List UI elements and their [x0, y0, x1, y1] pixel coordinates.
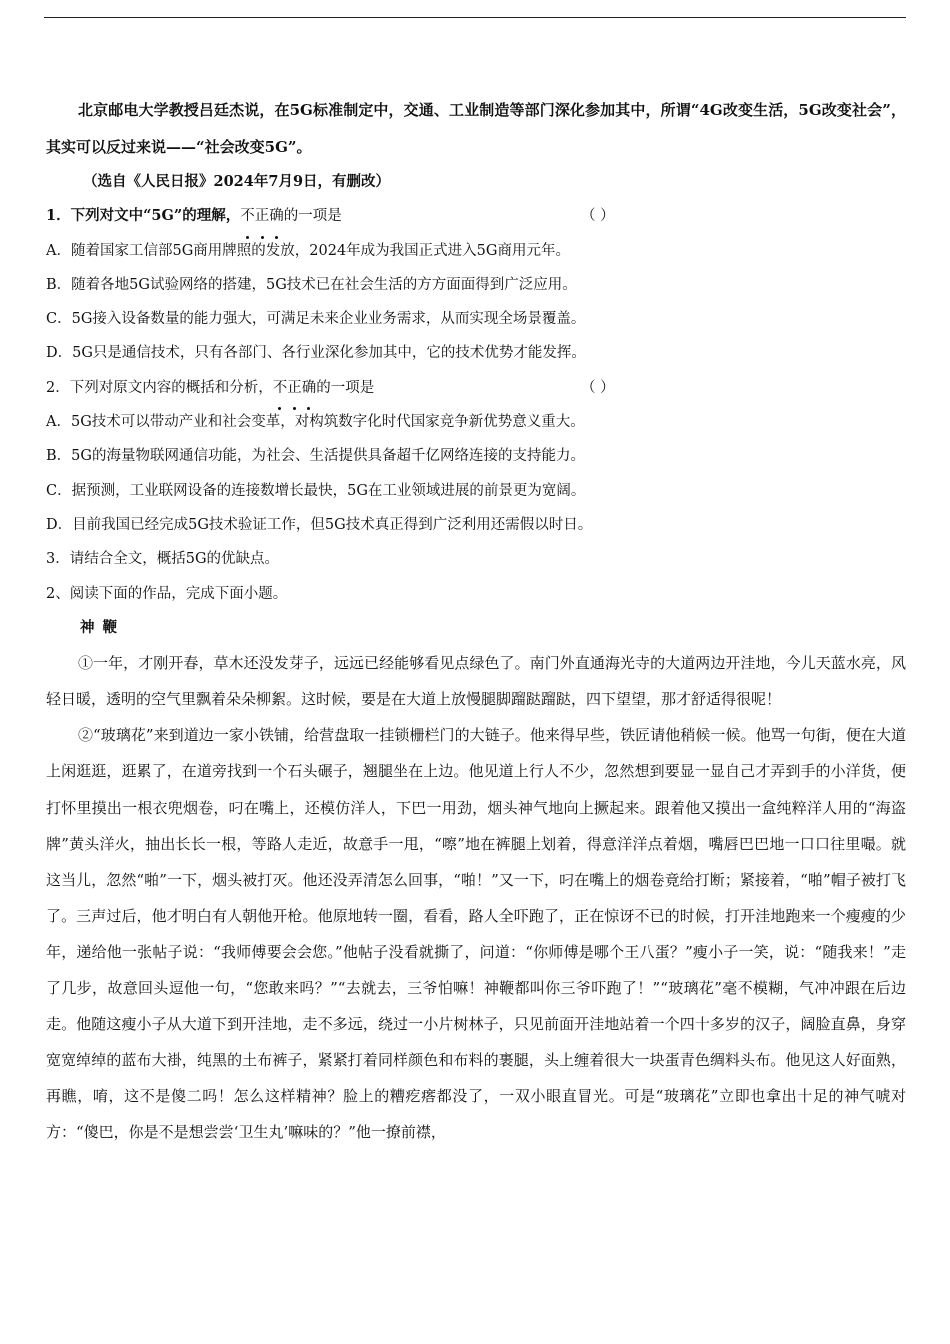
emphasis-char: 确 [269, 199, 284, 233]
q2-emphasis [273, 371, 317, 405]
emphasis-char: 正 [255, 199, 270, 233]
source-citation: （选自《人民日报》2024年7月9日，有删改） [83, 173, 391, 190]
q1-option-d: D．5G只是通信技术，只有各部门、各行业深化参加其中，它的技术优势才能发挥。 [46, 345, 586, 362]
emphasis-char: 确 [302, 371, 317, 405]
q2-option-c: C．据预测，工业联网设备的连接数增长最快，5G在工业领域进展的前景更为宽阔。 [46, 482, 586, 499]
q2-option-d: D．目前我国已经完成5G技术验证工作，但5G技术真正得到广泛利用还需假以时日。 [46, 516, 593, 533]
q2-option-a: A．5G技术可以带动产业和社会变革，对构筑数字化时代国家竞争新优势意义重大。 [46, 414, 585, 431]
q1-prefix: 1．下列对文中“5G”的理解， [46, 207, 241, 225]
q1-option-c: C．5G接入设备数量的能力强大，可满足未来企业业务需求，从而实现全场景覆盖。 [46, 311, 586, 328]
q2-answer-blank: （ ） [581, 379, 615, 396]
q1-option-a: A．随着国家工信部5G商用牌照的发放，2024年成为我国正式进入5G商用元年。 [46, 242, 570, 259]
q1-answer-blank: （ ） [581, 208, 615, 225]
document-page [46, 92, 906, 1150]
story-paragraph-1: ①一年，才刚开春，草木还没发芽子，远远已经能够看见点绿色了。南门外直通海光寺的大道两边开洼地，今儿天蓝水亮，风轻日暖，透明的空气里飘着朵朵柳絮。这时候，要是在大道上放慢腿脚蹓跶蹓跶，四下望望，那才舒适得很呢！ [46, 654, 906, 709]
q2-suffix: 的一项是 [316, 379, 375, 396]
q1-option-b: B．随着各地5G试验网络的搭建，5G技术已在社会生活的方方面面得到广泛应用。 [46, 276, 577, 293]
q2-prefix: 2．下列对原文内容的概括和分析， [46, 379, 273, 396]
q1-suffix: 的一项是 [283, 208, 342, 225]
q1-emphasis [240, 199, 284, 233]
emphasis-char: 正 [287, 371, 302, 405]
emphasis-char: 不 [240, 199, 255, 233]
story-paragraph-2: ②“玻璃花”来到道边一家小铁铺，给营盘取一挂锁栅栏门的大链子。他来得早些，铁匠请他稍候一候。他骂一句街，便在大道上闲逛逛，逛累了，在道旁找到一个石头碾子，翘腿坐在上边。他见道上行人不少，忽然想到要显一显自己才弄到手的小洋货，便打怀里摸出一根衣兜烟卷，叼在嘴上，还模仿洋人，下巴一用劲，烟头神气地向上撅起来。跟着他又摸出一盒纯粹洋人用的“海盗牌”黄头洋火，抽出长长一根，等路人走近，故意手一甩，“嚓”地在裤腿上划着，得意洋洋点着烟，嘴唇巴巴地一口口往里嘬。就这当儿，忽然“啪”一下，烟头被打灭。他还没弄清怎么回事，“啪！”又一下，叼在嘴上的烟卷竟给打断；紧接着，“啪”帽子被打飞了。三声过后，他才明白有人朝他开枪。他原地转一圈，看看，路人全吓跑了，正在惊讶不已的时候，打开洼地跑来一个瘦瘦的少年，递给他一张帖子说：“我师傅要会会您。”他帖子没看就撕了，问道：“你师傅是哪个王八蛋？”瘦小子一笑，说：“随我来！”走了几步，故意回头逗他一句，“您敢来吗？”“去就去，三爷怕嘛！神鞭都叫你三爷吓跑了！”“玻璃花”毫不模糊，气冲冲跟在后边走。他随这瘦小子从大道下到开洼地，走不多远，绕过一小片树林子，只见前面开洼地站着一个四十多岁的汉子，阔脸直鼻，身穿宽宽绰绰的蓝布大褂，纯黑的土布裤子，紧紧打着同样颜色和布料的裹腿，头上缠着很大一块蛋青色绸料头布。他见这人好面熟，再瞧，唷，这不是傻二吗！怎么这样精神？脸上的糟疙瘩都没了，一双小眼直冒光。可是“玻璃花”立即也拿出十足的神气唬对方：“傻巴，你是不是想尝尝‘卫生丸’嘛味的？”他一撩前襟， [46, 726, 906, 1142]
section-2-heading: 2、阅读下面的作品，完成下面小题。 [46, 585, 288, 602]
question-3: 3．请结合全文，概括5G的优缺点。 [46, 551, 280, 568]
closing-paragraph: 北京邮电大学教授吕廷杰说，在5G标准制定中，交通、工业制造等部门深化参加其中，所谓“4G改变生活，5G改变社会”，其实可以反过来说——“社会改变5G”。 [46, 101, 906, 156]
question-1-stem [46, 199, 906, 233]
q2-option-b: B．5G的海量物联网通信功能，为社会、生活提供具备超千亿网络连接的支持能力。 [46, 448, 585, 465]
story-title: 神鞭 [80, 618, 125, 636]
header-rule [44, 17, 906, 18]
question-2-stem [46, 371, 906, 405]
emphasis-char: 不 [273, 371, 288, 405]
